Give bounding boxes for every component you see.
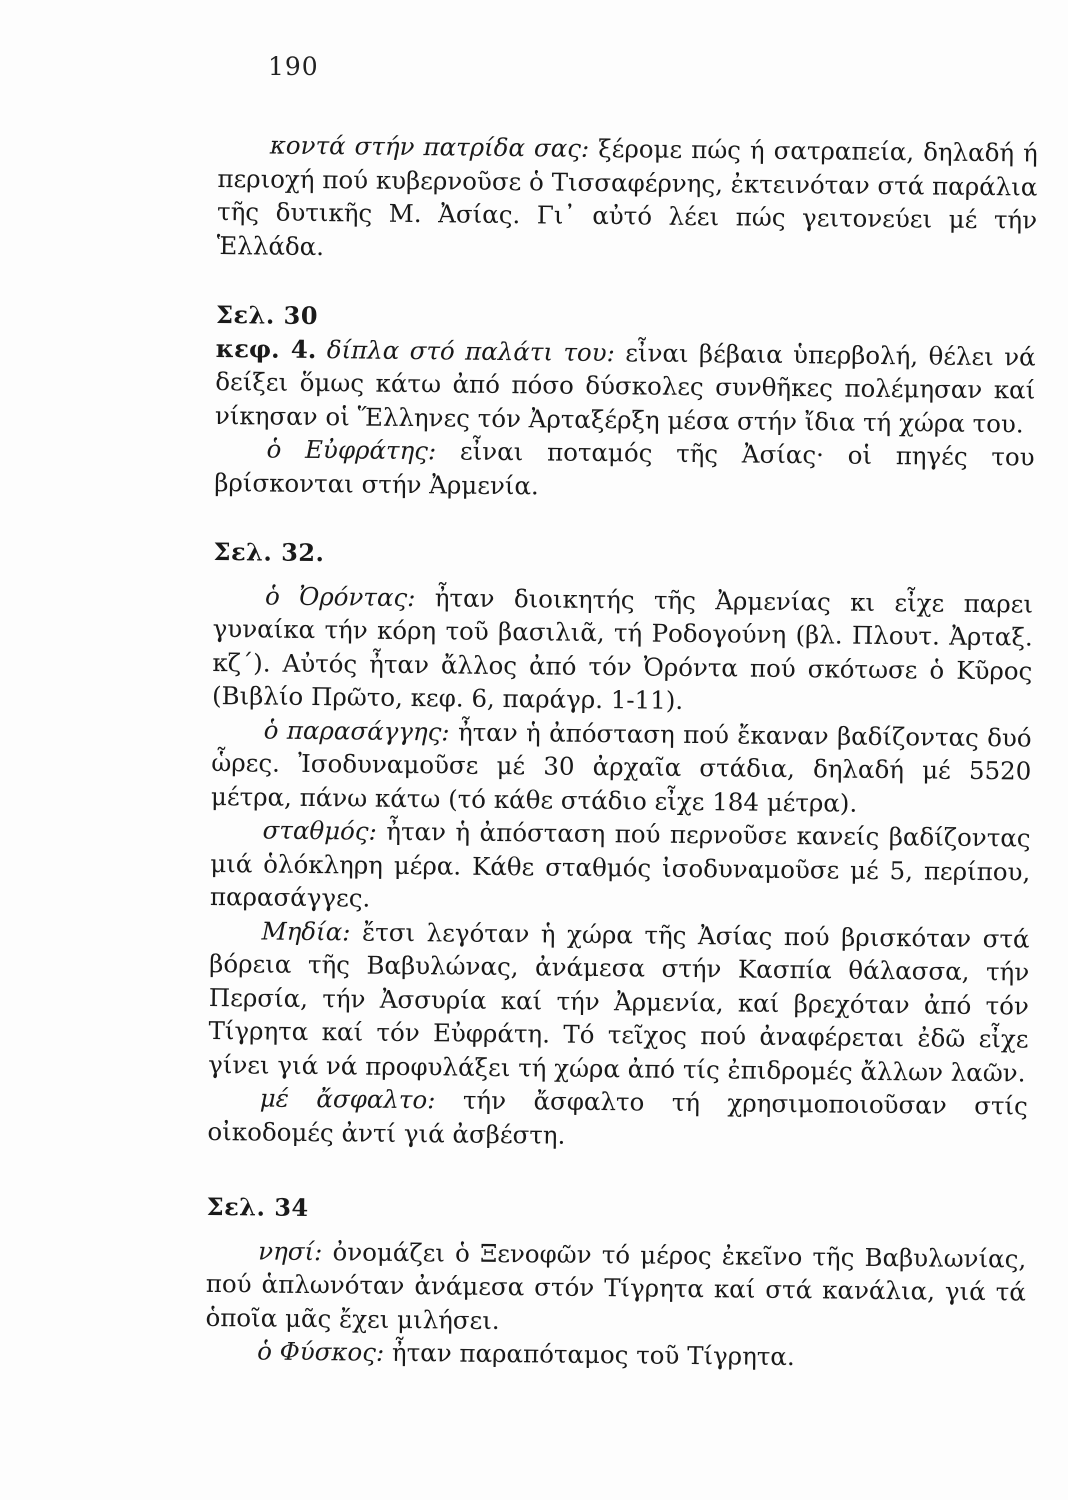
note-paragraph <box>207 1081 1028 1157</box>
lemma: ὁ παρασάγγης: <box>263 715 450 746</box>
note-text: ἦταν παραπόταμος τοῦ Τίγρητα. <box>384 1337 795 1372</box>
lemma: μέ ἄσφαλτο: <box>259 1083 436 1115</box>
note-paragraph <box>214 432 1035 508</box>
note-text: εἶναι βέβαια ὑπερβολή, θέλει νά δείξει ὅμως κάτω ἀπό πόσο δύσκολες συνθῆκες πολέμησαν καί νίκησαν οἱ Ἕλληνες τόν Ἀρταξέρξη μέσα στήν ἴδια τή χώρα του. <box>214 337 1036 438</box>
note-text: ἔτσι λεγόταν ἡ χώρα τῆς Ἀσίας πού βρισκόταν στά βόρεια τῆς Βαβυλώνας, ἀνάμεσα στήν Κασπία θάλασσα, τήν Περσία, τήν Ἀσσυρία καί τήν Ἀρμενία, καί βρεχόταν ἀπό τόν Τίγρητα καί τόν Εὐφράτη. Τό τεῖχος πού ἀναφέρεται ἐδῶ εἶχε γίνει γιά νά προφυλάξει τή χώρα ἀπό τίς ἐπιδρομές ἄλλων λαῶν. <box>208 916 1030 1088</box>
section-heading-30: Σελ. 30 <box>215 299 319 331</box>
page-content <box>205 128 1038 1376</box>
lemma: ὁ Ὀρόντας: <box>264 581 416 612</box>
note-text: ξέρομε πώς ή σατραπεία, δηλαδή ή περιοχή πού κυβερνοῦσε ὁ Τισσαφέρνης, ἐκτεινόταν στά παράλια τῆς δυτικῆς Μ. Ἀσίας. Γι᾿ αὐτό λέει πώς γειτονεύει μέ τήν Ἑλλάδα. <box>216 133 1038 261</box>
lemma: νησί: <box>258 1235 323 1266</box>
note-text: τήν ἄσφαλτο τή χρησιμοποιοῦσαν στίς οἰκοδομές ἀντί γιά ἀσβέστη. <box>207 1085 1028 1150</box>
lemma: Μηδία: <box>261 916 351 946</box>
note-paragraph <box>215 331 1036 440</box>
page-number: 190 <box>268 52 319 81</box>
note-text: ἦταν διοικητής τῆς Ἀρμενίας κι εἶχε παρει γυναίκα τήν κόρη τοῦ βασιλιᾶ, τή Ροδογούνη (βλ. Πλουτ. Ἀρταξ. κζ΄). Αὐτός ἦταν ἄλλος ἀπό τόν Ὀρόντα πού σκότωσε ὁ Κῦρος (Βιβλίο Πρῶτο, κεφ. 6, παράγρ. 1-11). <box>211 582 1034 715</box>
note-paragraph <box>210 813 1031 922</box>
chapter-label: κεφ. 4. <box>215 333 317 364</box>
note-paragraph <box>212 578 1033 721</box>
lemma: ὁ Εὐφράτης: <box>266 434 437 466</box>
note-text: ὀνομάζει ὁ Ξενοφῶν τό μέρος ἐκεῖνο τῆς Βαβυλωνίας, πού ἁπλωνόταν ἀνάμεσα στόν Τίγρητα καί στά κανάλια, γιά τά ὁποῖα μᾶς ἔχει μιλήσει. <box>205 1236 1027 1335</box>
intro-paragraph <box>217 128 1038 271</box>
section-heading-34: Σελ. 34 <box>206 1191 309 1223</box>
lemma: σταθμός: <box>262 815 378 846</box>
lemma: δίπλα στό παλάτι του: <box>316 334 616 367</box>
note-paragraph <box>211 712 1032 821</box>
note-paragraph <box>205 1334 1025 1376</box>
note-paragraph <box>208 913 1030 1089</box>
note-paragraph <box>205 1233 1026 1342</box>
section-heading-32: Σελ. 32. <box>213 536 325 568</box>
note-text: εἶναι ποταμός τῆς Ἀσίας· οἱ πηγές του βρίσκονται στήν Ἀρμενία. <box>214 436 1035 500</box>
note-text: ἦταν ἡ ἀπόσταση πού ἔκαναν βαδίζοντας δυό ὧρες. Ἰσοδυναμοῦσε μέ 30 ἀρχαῖα στάδια, δηλαδή μέ 5520 μέτρα, πάνω κάτω (τό κάθε στάδιο εἶχε 184 μέτρα). <box>210 716 1032 818</box>
lemma: ὁ Φύσκος: <box>257 1336 385 1367</box>
note-text: ἦταν ἡ ἀπόσταση πού περνοῦσε κανείς βαδίζοντας μιά ὁλόκληρη μέρα. Κάθε σταθμός ἰσοδυναμοῦσε μέ 5, περίπου, παρασάγγες. <box>209 816 1031 913</box>
lemma: κοντά στήν πατρίδα σας: <box>269 130 590 163</box>
